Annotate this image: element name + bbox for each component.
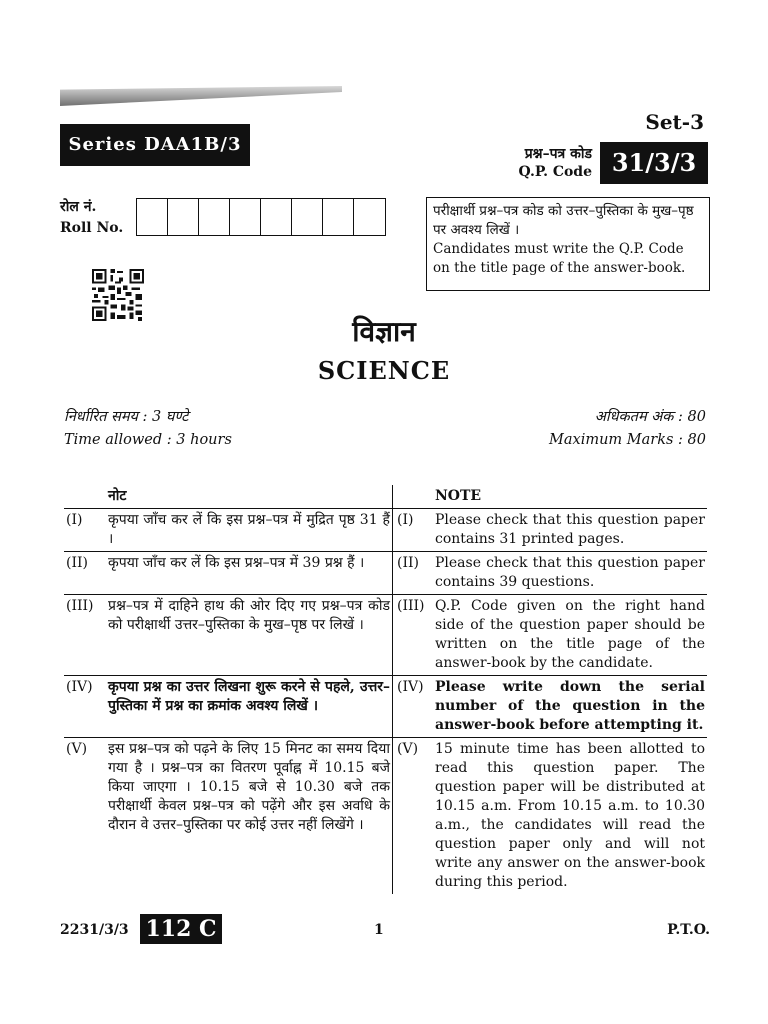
roll-label-hindi: रोल नं.: [60, 199, 97, 215]
note-number-hindi: (IV): [66, 679, 93, 695]
time-allowed-hindi: निर्धारित समय : 3 घण्टे: [64, 409, 189, 425]
note-number-hindi: (I): [66, 512, 83, 528]
note-text-english: Please check that this question paper contains 39 questions.: [435, 555, 705, 590]
note-text-hindi: कृपया प्रश्न का उत्तर लिखना शुरू करने से पहले, उत्तर–पुस्तिका में प्रश्न का क्रमांक अवश्य लिखें ।: [108, 679, 390, 714]
note-text-hindi: प्रश्न–पत्र में दाहिने हाथ की ओर दिए गए प्रश्न–पत्र कोड को परीक्षार्थी उत्तर–पुस्तिका के मुख–पृष्ठ पर लिखें ।: [108, 598, 390, 633]
notes-heading-english: NOTE: [435, 488, 482, 504]
pto-label: P.T.O.: [667, 922, 710, 938]
roll-digit-box[interactable]: [292, 199, 323, 235]
note-text-english: 15 minute time has been allotted to read this question paper. The question paper will be distributed at 10.15 a.m. From 10.15 a.m. to 10.30 a.m., the candidates will read the question paper only and will not write any answer on the answer-book during this period.: [435, 741, 705, 890]
qp-code-label-english: Q.P. Code: [518, 164, 592, 180]
notes-heading-row: [64, 485, 707, 509]
subject-title-hindi: विज्ञान: [352, 315, 416, 348]
instruction-hindi: परीक्षार्थी प्रश्न–पत्र कोड को उत्तर–पुस्तिका के मुख–पृष्ठ पर अवश्य लिखें ।: [433, 203, 694, 238]
note-number-english: (III): [397, 598, 425, 614]
qp-code-instruction-box: [426, 197, 710, 291]
time-allowed-english: Time allowed : 3 hours: [64, 432, 232, 448]
qp-code-label-hindi: प्रश्न–पत्र कोड: [524, 146, 592, 162]
note-number-hindi: (V): [66, 741, 88, 757]
maximum-marks-english: Maximum Marks : 80: [549, 432, 706, 448]
roll-digit-box[interactable]: [230, 199, 261, 235]
roll-number-label: [60, 197, 123, 239]
instruction-english: Candidates must write the Q.P. Code on the title page of the answer-book.: [433, 241, 686, 276]
page-number: 1: [374, 922, 384, 938]
note-row: [64, 595, 707, 676]
note-text-hindi: कृपया जाँच कर लें कि इस प्रश्न–पत्र में मुद्रित पृष्ठ 31 हैं ।: [108, 512, 390, 547]
notes-heading-hindi: नोट: [108, 488, 127, 504]
note-row: [64, 552, 707, 595]
qp-code-value: 31/3/3: [600, 142, 708, 184]
note-number-english: (II): [397, 555, 419, 571]
note-number-english: (IV): [397, 679, 424, 695]
note-number-english: (V): [397, 741, 419, 757]
note-number-hindi: (II): [66, 555, 88, 571]
roll-digit-box[interactable]: [168, 199, 199, 235]
header-decorative-bar: [60, 86, 342, 106]
roll-number-boxes[interactable]: [136, 198, 386, 236]
footer-code-box: 112 C: [140, 914, 222, 944]
roll-label-english: Roll No.: [60, 220, 124, 236]
note-number-english: (I): [397, 512, 414, 528]
series-label: Series DAA1B/3: [60, 124, 250, 166]
roll-digit-box[interactable]: [261, 199, 292, 235]
note-text-hindi: कृपया जाँच कर लें कि इस प्रश्न–पत्र में 39 प्रश्न हैं ।: [108, 555, 365, 571]
note-text-english: Please write down the serial number of the question in the answer-book before attempting it.: [435, 679, 705, 733]
roll-digit-box[interactable]: [354, 199, 385, 235]
subject-title-english: SCIENCE: [317, 356, 451, 385]
maximum-marks: [549, 406, 706, 452]
roll-digit-box[interactable]: [137, 199, 168, 235]
note-text-english: Please check that this question paper contains 31 printed pages.: [435, 512, 705, 547]
maximum-marks-hindi: अधिकतम अंक : 80: [594, 409, 706, 425]
note-row: [64, 738, 707, 895]
note-text-english: Q.P. Code given on the right hand side of the question paper should be written on the title page of the answer-book by the candidate.: [435, 598, 705, 671]
note-row: [64, 676, 707, 738]
roll-digit-box[interactable]: [199, 199, 230, 235]
notes-table: [64, 485, 707, 894]
note-text-hindi: इस प्रश्न–पत्र को पढ़ने के लिए 15 मिनट का समय दिया गया है । प्रश्न–पत्र का वितरण पूर्वाह्न में 10.15 बजे किया जाएगा । 10.15 बजे से 10.30 बजे तक परीक्षार्थी केवल प्रश्न–पत्र को पढ़ेंगे और इस अवधि के दौरान वे उत्तर–पुस्तिका पर कोई उत्तर नहीं लिखेंगे ।: [108, 741, 390, 833]
set-label: Set-3: [645, 110, 704, 134]
note-row: [64, 509, 707, 552]
footer-paper-code: 2231/3/3: [60, 922, 129, 938]
roll-digit-box[interactable]: [323, 199, 354, 235]
qp-code-label: [500, 145, 592, 181]
time-allowed: [64, 406, 232, 452]
note-number-hindi: (III): [66, 598, 94, 614]
